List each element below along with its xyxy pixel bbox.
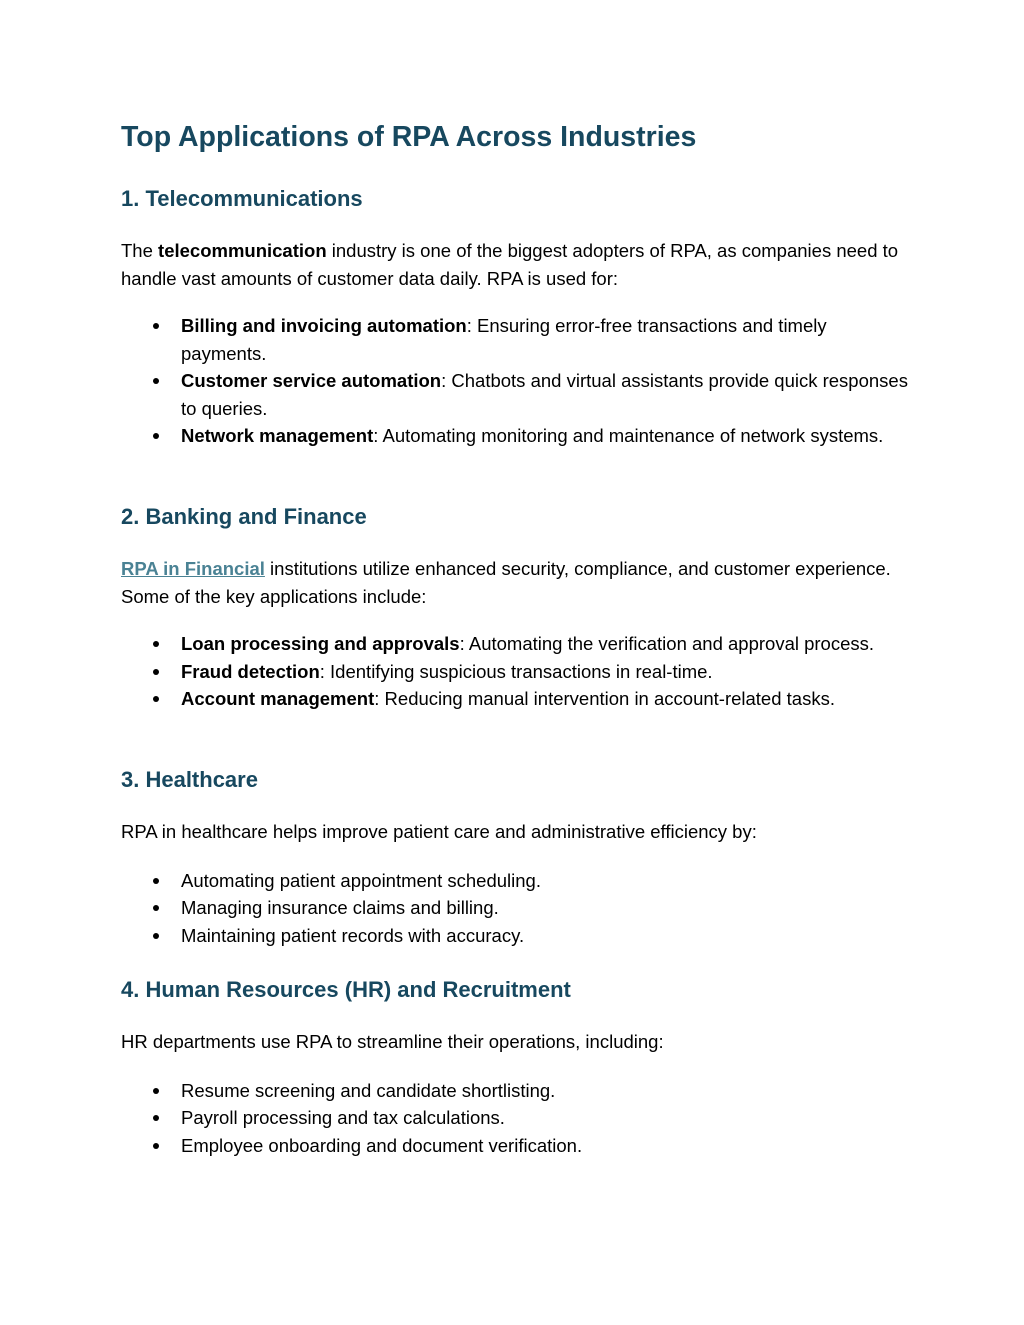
section-heading: 3. Healthcare (121, 767, 258, 792)
list-item-text: Automating patient appointment scheduling. (181, 869, 541, 891)
bullet-icon (153, 1143, 159, 1149)
list-item-term: Loan processing and approvals (181, 633, 460, 654)
list-item-desc: : Chatbots and virtual assistants provide quick responses to queries. (181, 370, 908, 419)
bullet-list (121, 867, 911, 950)
list-item-term: Customer service automation (181, 370, 442, 391)
intro-text-pre: The (121, 240, 159, 261)
list-item-desc: : Automating monitoring and maintenance of network systems. (373, 425, 884, 446)
list-item (121, 367, 911, 422)
bullet-icon (153, 878, 159, 884)
intro-text-post: industry is one of the biggest adopters of RPA, as companies need to handle vast amounts of customer data daily. RPA is used for: (121, 240, 899, 289)
bullet-icon (153, 433, 159, 439)
bullet-list (121, 1077, 911, 1160)
list-item (121, 867, 911, 895)
list-item (121, 685, 911, 713)
bullet-icon (153, 641, 159, 647)
list-item (121, 312, 911, 367)
list-item (121, 894, 911, 922)
list-item-desc: : Automating the verification and approval process. (459, 633, 875, 654)
section-banking-finance (121, 501, 911, 713)
section-intro (121, 555, 911, 610)
list-item (121, 1104, 911, 1132)
list-item (121, 922, 911, 950)
list-item-text: Managing insurance claims and billing. (181, 897, 499, 918)
bullet-icon (153, 669, 159, 675)
section-heading: 4. Human Resources (HR) and Recruitment (121, 977, 571, 1002)
list-item-text: Employee onboarding and document verification. (181, 1134, 583, 1156)
list-item-term: Fraud detection (181, 660, 320, 682)
intro-text-post: institutions utilize enhanced security, compliance, and customer experience. Some of the key applications include: (121, 558, 891, 607)
list-item-desc: : Identifying suspicious transactions in real-time. (319, 660, 713, 682)
list-item-desc: : Reducing manual intervention in account-related tasks. (374, 688, 835, 709)
section-human-resources (121, 974, 911, 1159)
list-item-text: Payroll processing and tax calculations. (181, 1107, 505, 1128)
list-item-term: Account management (181, 688, 375, 709)
intro-bold-term: telecommunication (158, 240, 327, 261)
section-heading: 2. Banking and Finance (121, 504, 367, 529)
list-item (121, 1132, 911, 1160)
section-telecommunications (121, 183, 911, 450)
bullet-list (121, 312, 911, 450)
list-item (121, 630, 911, 658)
section-intro (121, 237, 911, 292)
bullet-icon (153, 1115, 159, 1121)
bullet-icon (153, 933, 159, 939)
section-heading: 1. Telecommunications (121, 186, 363, 211)
bullet-icon (153, 323, 159, 329)
bullet-icon (153, 696, 159, 702)
rpa-in-financial-link[interactable]: RPA in Financial (121, 558, 265, 579)
list-item (121, 658, 911, 686)
list-item (121, 1077, 911, 1105)
list-item-term: Network management (181, 425, 374, 446)
section-intro: RPA in healthcare helps improve patient care and administrative efficiency by: (121, 821, 757, 842)
section-healthcare (121, 764, 911, 949)
bullet-list (121, 630, 911, 713)
bullet-icon (153, 905, 159, 911)
list-item-desc: : Ensuring error-free transactions and timely payments. (181, 315, 827, 364)
bullet-icon (153, 1088, 159, 1094)
section-intro: HR departments use RPA to streamline their operations, including: (121, 1031, 664, 1052)
list-item (121, 422, 911, 450)
list-item-text: Maintaining patient records with accuracy. (181, 924, 525, 946)
list-item-text: Resume screening and candidate shortlisting. (181, 1079, 556, 1101)
document-title: Top Applications of RPA Across Industries (121, 121, 697, 153)
bullet-icon (153, 378, 159, 384)
list-item-term: Billing and invoicing automation (181, 315, 467, 336)
